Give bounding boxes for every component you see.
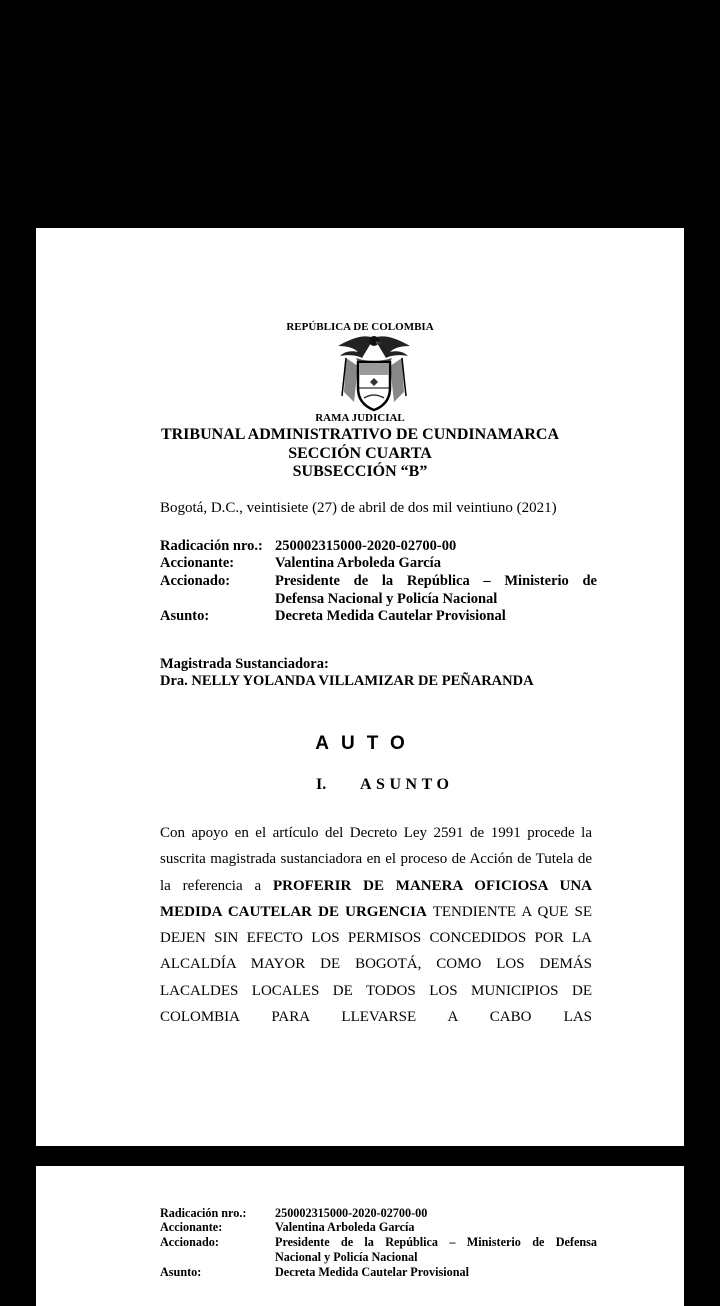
body-line: Con apoyo en el artículo del Decreto Ley 2591 de 1991 procede la	[160, 825, 592, 841]
document-page-1	[36, 228, 684, 1146]
page2-accionado-row	[160, 1235, 597, 1265]
page2-asunto-row	[160, 1265, 597, 1280]
colombia-coat-of-arms-icon	[334, 332, 414, 414]
body-text-bold: MEDIDA CAUTELAR DE URGENCIA	[160, 903, 427, 920]
accionante-row	[160, 555, 597, 573]
date-line: Bogotá, D.C., veintisiete (27) de abril de dos mil veintiuno (2021)	[160, 500, 557, 516]
document-type-title: AUTO	[315, 733, 417, 754]
page2-asunto-value: Decreta Medida Cautelar Provisional	[275, 1265, 469, 1279]
branch-heading: RAMA JUDICIAL	[315, 412, 405, 424]
magistrate-label: Magistrada Sustanciadora:	[160, 656, 329, 672]
section-heading: SECCIÓN CUARTA	[288, 445, 432, 462]
page2-radicacion-label: Radicación nro.:	[160, 1206, 247, 1220]
body-line: suscrita magistrada sustanciadora en el proceso de Acción de Tutela de	[160, 851, 592, 868]
page2-accionado-label: Accionado:	[160, 1235, 219, 1249]
asunto-section-heading	[36, 776, 684, 796]
body-line: COLOMBIA PARA LLEVARSE A CABO LAS	[160, 1009, 592, 1026]
accionado-label: Accionado:	[160, 573, 231, 589]
body-line	[160, 873, 592, 899]
section-title: ASUNTO	[360, 776, 454, 793]
accionante-value: Valentina Arboleda García	[275, 555, 441, 571]
page2-accionado-value-line2: Nacional y Policía Nacional	[275, 1249, 418, 1264]
page2-accionante-value: Valentina Arboleda García	[275, 1220, 415, 1234]
body-text-plain: la referencia a	[160, 877, 262, 894]
tribunal-heading: TRIBUNAL ADMINISTRATIVO DE CUNDINAMARCA	[160, 426, 560, 443]
page2-asunto-label: Asunto:	[160, 1265, 202, 1279]
page2-accionado-value-line1: Presidente de la República – Ministerio de Defensa	[275, 1235, 597, 1249]
page2-accionante-label: Accionante:	[160, 1220, 223, 1234]
body-paragraph	[160, 820, 592, 1030]
page2-radicacion-row	[160, 1206, 597, 1221]
page2-accionado-value	[275, 1235, 597, 1264]
section-number: I.	[316, 776, 327, 793]
accionado-value-line2: Defensa Nacional y Policía Nacional	[275, 590, 498, 607]
accionado-value-line1: Presidente de la República – Ministerio de	[275, 573, 597, 589]
body-line: DEJEN SIN EFECTO LOS PERMISOS CONCEDIDOS POR LA	[160, 930, 592, 947]
radicacion-value: 250002315000-2020-02700-00	[275, 538, 457, 554]
asunto-value: Decreta Medida Cautelar Provisional	[275, 608, 506, 624]
body-line: LACALDES LOCALES DE TODOS LOS MUNICIPIOS DE	[160, 982, 592, 999]
asunto-row	[160, 608, 597, 626]
document-page-2	[36, 1166, 684, 1306]
body-text-bold: PROFERIR DE MANERA OFICIOSA UNA	[272, 877, 592, 894]
subsection-heading: SUBSECCIÓN “B”	[292, 463, 428, 480]
body-text-plain: TENDIENTE A QUE SE	[432, 903, 592, 920]
accionado-row	[160, 573, 597, 609]
accionante-label: Accionante:	[160, 555, 235, 571]
radicacion-label: Radicación nro.:	[160, 538, 263, 554]
accionado-value	[275, 573, 597, 608]
republic-heading: REPÚBLICA DE COLOMBIA	[286, 321, 434, 333]
body-line	[160, 899, 592, 925]
magistrate-name: Dra. NELLY YOLANDA VILLAMIZAR DE PEÑARANDA	[160, 673, 534, 689]
asunto-label: Asunto:	[160, 608, 210, 624]
page2-accionante-row	[160, 1220, 597, 1235]
page2-radicacion-value: 250002315000-2020-02700-00	[275, 1206, 428, 1220]
body-line: ALCALDÍA MAYOR DE BOGOTÁ, COMO LOS DEMÁS	[160, 956, 592, 973]
radicacion-row	[160, 538, 597, 556]
